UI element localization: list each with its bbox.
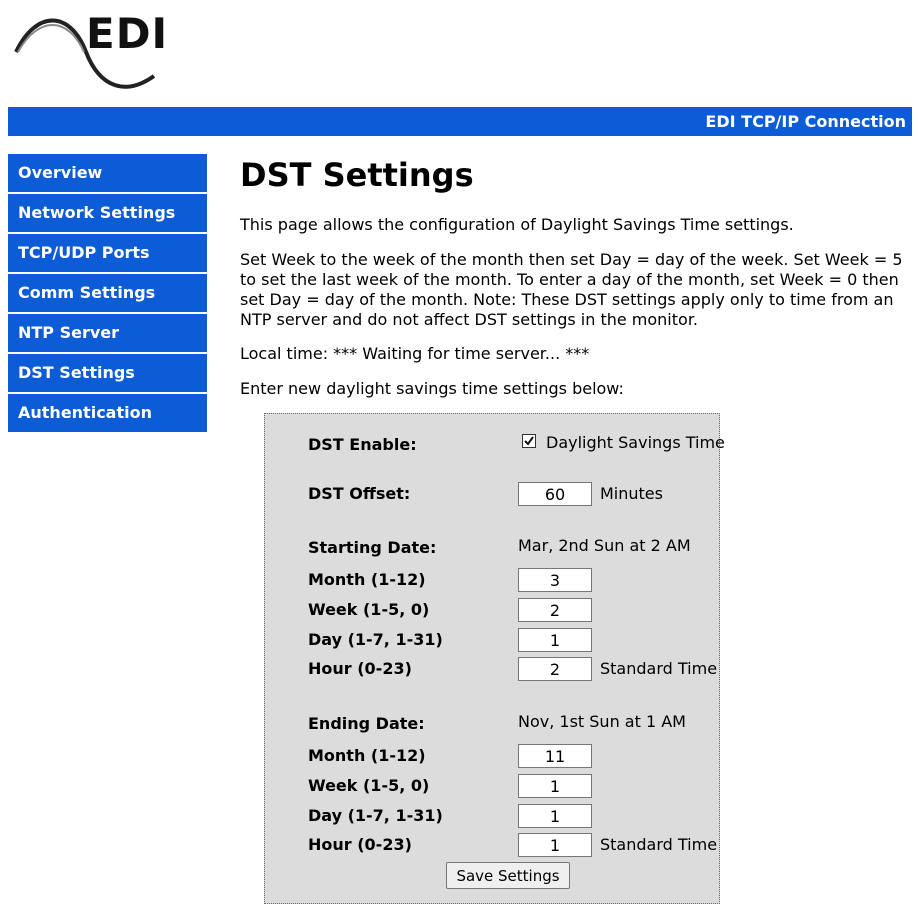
ending-date-row <box>308 712 718 736</box>
end-hour-unit: Standard Time <box>600 835 718 854</box>
end-day-label: Day (1-7, 1-31) <box>308 806 443 825</box>
start-hour-row <box>308 657 718 681</box>
end-hour-row <box>308 833 718 857</box>
dst-offset-unit: Minutes <box>600 484 663 503</box>
save-settings-button[interactable]: Save Settings <box>446 862 570 889</box>
start-month-input[interactable] <box>518 568 592 592</box>
end-month-input[interactable] <box>518 744 592 768</box>
starting-date-summary: Mar, 2nd Sun at 2 AM <box>518 536 691 555</box>
end-week-input[interactable] <box>518 774 592 798</box>
nav-item-comm-settings[interactable]: Comm Settings <box>8 274 207 314</box>
end-day-row <box>308 804 718 828</box>
main-content <box>240 152 910 398</box>
end-hour-label: Hour (0-23) <box>308 835 412 854</box>
edi-logo <box>14 8 164 98</box>
start-day-label: Day (1-7, 1-31) <box>308 630 443 649</box>
nav-item-network-settings[interactable]: Network Settings <box>8 194 207 234</box>
svg-text:EDI: EDI <box>86 9 164 58</box>
dst-offset-input[interactable] <box>518 482 592 506</box>
ending-date-summary: Nov, 1st Sun at 1 AM <box>518 712 686 731</box>
dst-offset-label: DST Offset: <box>308 484 411 503</box>
edi-logo-graphic <box>14 8 164 98</box>
start-day-input[interactable] <box>518 628 592 652</box>
enter-prompt-text: Enter new daylight savings time settings below: <box>240 379 624 398</box>
local-time-text: Local time: *** Waiting for time server... *** <box>240 344 590 363</box>
nav-item-overview[interactable]: Overview <box>8 154 207 194</box>
end-week-row <box>308 774 718 798</box>
howto-text: Set Week to the week of the month then set Day = day of the week. Set Week = 5 to set the last week of the month. To enter a day of the month, set Week = 0 then set Day = day of the month. Note: These DST settings apply only to time from an NTP server and do not affect DST settings in the monitor. <box>240 250 903 329</box>
dst-settings-form <box>264 413 725 904</box>
dst-enable-label: DST Enable: <box>308 435 417 454</box>
start-week-row <box>308 598 718 622</box>
end-hour-input[interactable] <box>518 833 592 857</box>
dst-enable-checkbox[interactable] <box>522 434 536 448</box>
page-title: DST Settings <box>240 156 474 194</box>
checkmark-icon <box>523 435 535 447</box>
banner: EDI TCP/IP Connection <box>8 107 912 136</box>
starting-date-label: Starting Date: <box>308 538 437 557</box>
ending-date-label: Ending Date: <box>308 714 425 733</box>
start-day-row <box>308 628 718 652</box>
start-hour-unit: Standard Time <box>600 659 718 678</box>
end-month-label: Month (1-12) <box>308 746 426 765</box>
nav-item-authentication[interactable]: Authentication <box>8 394 207 432</box>
start-week-input[interactable] <box>518 598 592 622</box>
nav-item-tcp-udp-ports[interactable]: TCP/UDP Ports <box>8 234 207 274</box>
starting-date-row <box>308 536 718 560</box>
start-hour-input[interactable] <box>518 657 592 681</box>
start-month-label: Month (1-12) <box>308 570 426 589</box>
start-week-label: Week (1-5, 0) <box>308 600 430 619</box>
dst-offset-row <box>308 482 718 506</box>
start-month-row <box>308 568 718 592</box>
dst-enable-row <box>308 433 725 457</box>
nav-item-ntp-server[interactable]: NTP Server <box>8 314 207 354</box>
end-day-input[interactable] <box>518 804 592 828</box>
end-week-label: Week (1-5, 0) <box>308 776 430 795</box>
start-hour-label: Hour (0-23) <box>308 659 412 678</box>
dst-enable-checkbox-label[interactable]: Daylight Savings Time <box>546 433 725 452</box>
end-month-row <box>308 744 718 768</box>
sidebar-nav <box>8 154 207 432</box>
intro-text: This page allows the configuration of Daylight Savings Time settings. <box>240 215 794 234</box>
nav-item-dst-settings[interactable]: DST Settings <box>8 354 207 394</box>
